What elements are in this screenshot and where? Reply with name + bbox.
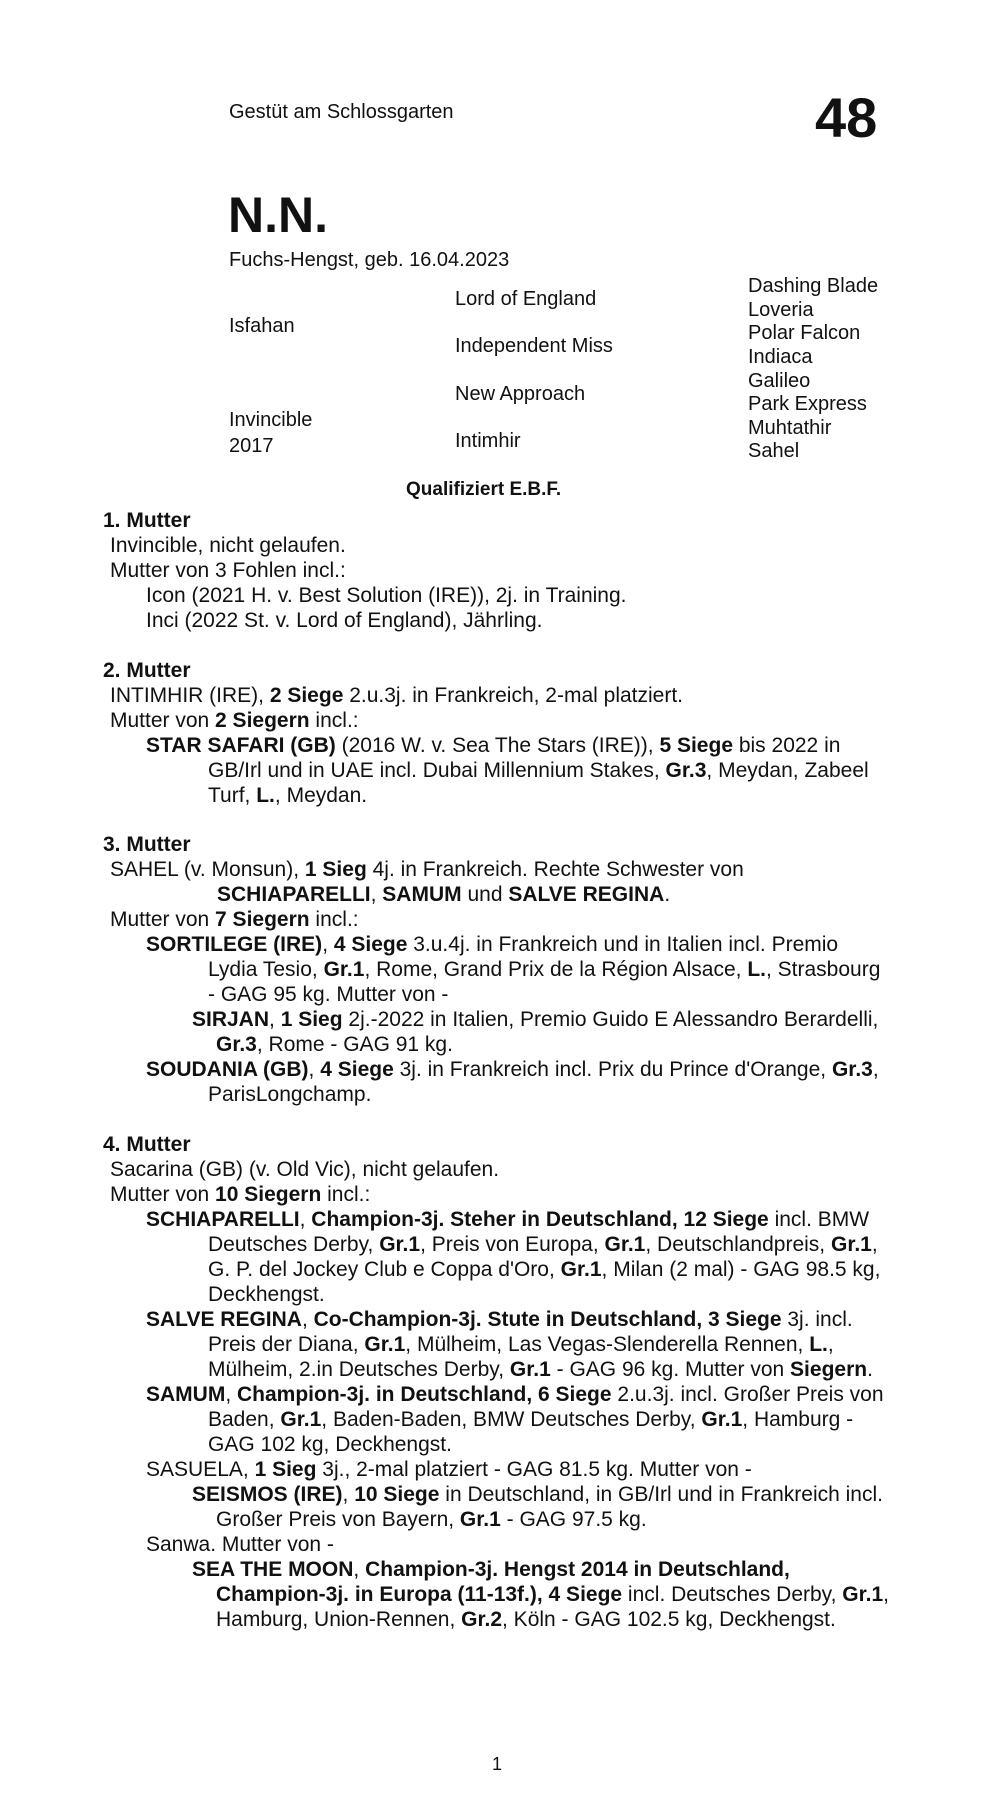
pedigree-great-1: Dashing Blade <box>748 275 879 297</box>
dam-entry: SAHEL (v. Monsun), 1 Sieg 4j. in Frankreich. Rechte Schwester von <box>110 858 744 881</box>
qualification: Qualifiziert E.B.F. <box>406 479 562 500</box>
text-line: Mutter von 3 Fohlen incl.: <box>110 559 346 582</box>
pedigree-sire-dam: Independent Miss <box>455 335 613 357</box>
lot-number: 48 <box>815 86 878 149</box>
pedigree-dam-dam: Intimhir <box>455 430 521 452</box>
pedigree-great-5: Galileo <box>748 370 811 392</box>
section-title: 2. Mutter <box>103 659 191 682</box>
dam-entry: Sacarina (GB) (v. Old Vic), nicht gelaufen. <box>110 1158 500 1181</box>
text-line: Mutter von 10 Siegern incl.: <box>110 1183 371 1206</box>
section-mutter-3 <box>103 832 893 1107</box>
section-title: 3. Mutter <box>103 833 191 856</box>
offspring-entry: SASUELA, 1 Sieg 3j., 2-mal platziert - GAG 81.5 kg. Mutter von - <box>146 1458 752 1481</box>
text-line: Mutter von 7 Siegern incl.: <box>110 908 359 931</box>
offspring-entry: SAMUM, Champion-3j. in Deutschland, 6 Siege 2.u.3j. incl. Großer Preis von Baden, Gr.1, Baden-Baden, BMW Deutsches Derby, Gr.1, Hamburg - GAG 102 kg, Deckhengst. <box>146 1383 884 1456</box>
stud-name: Gestüt am Schlossgarten <box>229 101 454 123</box>
pedigree-sire: Isfahan <box>229 315 295 337</box>
pedigree-great-8: Sahel <box>748 440 800 462</box>
pedigree-great-6: Park Express <box>748 393 867 415</box>
grand-offspring-entry: SEISMOS (IRE), 10 Siege in Deutschland, in GB/Irl und in Frankreich incl. Großer Preis von Bayern, Gr.1 - GAG 97.5 kg. <box>192 1483 883 1531</box>
pedigree-great-4: Indiaca <box>748 346 813 368</box>
pedigree-dam-year: 2017 <box>229 435 274 457</box>
dam-entry: INTIMHIR (IRE), 2 Siege 2.u.3j. in Frankreich, 2-mal platziert. <box>110 684 684 707</box>
offspring-entry: Sanwa. Mutter von - <box>146 1533 334 1556</box>
pedigree-sire-sire: Lord of England <box>455 288 597 310</box>
pedigree-great-7: Muhtathir <box>748 417 832 439</box>
page-number: 1 <box>492 1754 503 1774</box>
offspring-entry: SALVE REGINA, Co-Champion-3j. Stute in Deutschland, 3 Siege 3j. incl. Preis der Diana, Gr.1, Mülheim, Las Vegas-Slenderella Rennen, L., Mülheim, 2.in Deutsches Derby, Gr.1 - GAG 96 kg. Mutter von Siegern. <box>146 1308 873 1381</box>
offspring-entry: STAR SAFARI (GB) (2016 W. v. Sea The Stars (IRE)), 5 Siege bis 2022 in GB/Irl und in UAE incl. Dubai Millennium Stakes, Gr.3, Meydan, Zabeel Turf, L., Meydan. <box>146 734 869 807</box>
sibling-list: SCHIAPARELLI, SAMUM und SALVE REGINA. <box>217 883 671 906</box>
section-mutter-1 <box>103 508 893 633</box>
offspring-entry: SCHIAPARELLI, Champion-3j. Steher in Deutschland, 12 Siege incl. BMW Deutsches Derby, Gr.1, Preis von Europa, Gr.1, Deutschlandpreis, Gr.1, G. P. del Jockey Club e Coppa d'Oro, Gr.1, Milan (2 mal) - GAG 98.5 kg, Deckhengst. <box>146 1208 881 1306</box>
grand-offspring-entry: SEA THE MOON, Champion-3j. Hengst 2014 in Deutschland, Champion-3j. in Europa (11-13f.), 4 Siege incl. Deutsches Derby, Gr.1, Hamburg, Union-Rennen, Gr.2, Köln - GAG 102.5 kg, Deckhengst. <box>192 1558 890 1631</box>
grand-offspring-entry: SIRJAN, 1 Sieg 2j.-2022 in Italien, Premio Guido E Alessandro Berardelli, Gr.3, Rome - GAG 91 kg. <box>192 1008 879 1056</box>
pedigree-dam-sire: New Approach <box>455 383 586 405</box>
offspring-entry: SOUDANIA (GB), 4 Siege 3j. in Frankreich incl. Prix du Prince d'Orange, Gr.3, ParisLongchamp. <box>146 1058 879 1106</box>
horse-name: N.N. <box>228 187 328 243</box>
text-line: Mutter von 2 Siegern incl.: <box>110 709 359 732</box>
offspring-entry: SORTILEGE (IRE), 4 Siege 3.u.4j. in Frankreich und in Italien incl. Premio Lydia Tesio, Gr.1, Rome, Grand Prix de la Région Alsace, L., Strasbourg - GAG 95 kg. Mutter von - <box>146 933 881 1006</box>
horse-info: Fuchs-Hengst, geb. 16.04.2023 <box>229 249 510 271</box>
section-title: 4. Mutter <box>103 1133 191 1156</box>
section-title: 1. Mutter <box>103 509 191 532</box>
pedigree-great-2: Loveria <box>748 299 814 321</box>
pedigree-great-3: Polar Falcon <box>748 322 861 344</box>
offspring-entry: Icon (2021 H. v. Best Solution (IRE)), 2j. in Training. <box>146 584 627 607</box>
section-mutter-2 <box>103 658 893 808</box>
text-line: Invincible, nicht gelaufen. <box>110 534 346 557</box>
section-mutter-4 <box>103 1132 893 1632</box>
pedigree-dam: Invincible <box>229 409 313 431</box>
offspring-entry: Inci (2022 St. v. Lord of England), Jährling. <box>146 609 543 632</box>
